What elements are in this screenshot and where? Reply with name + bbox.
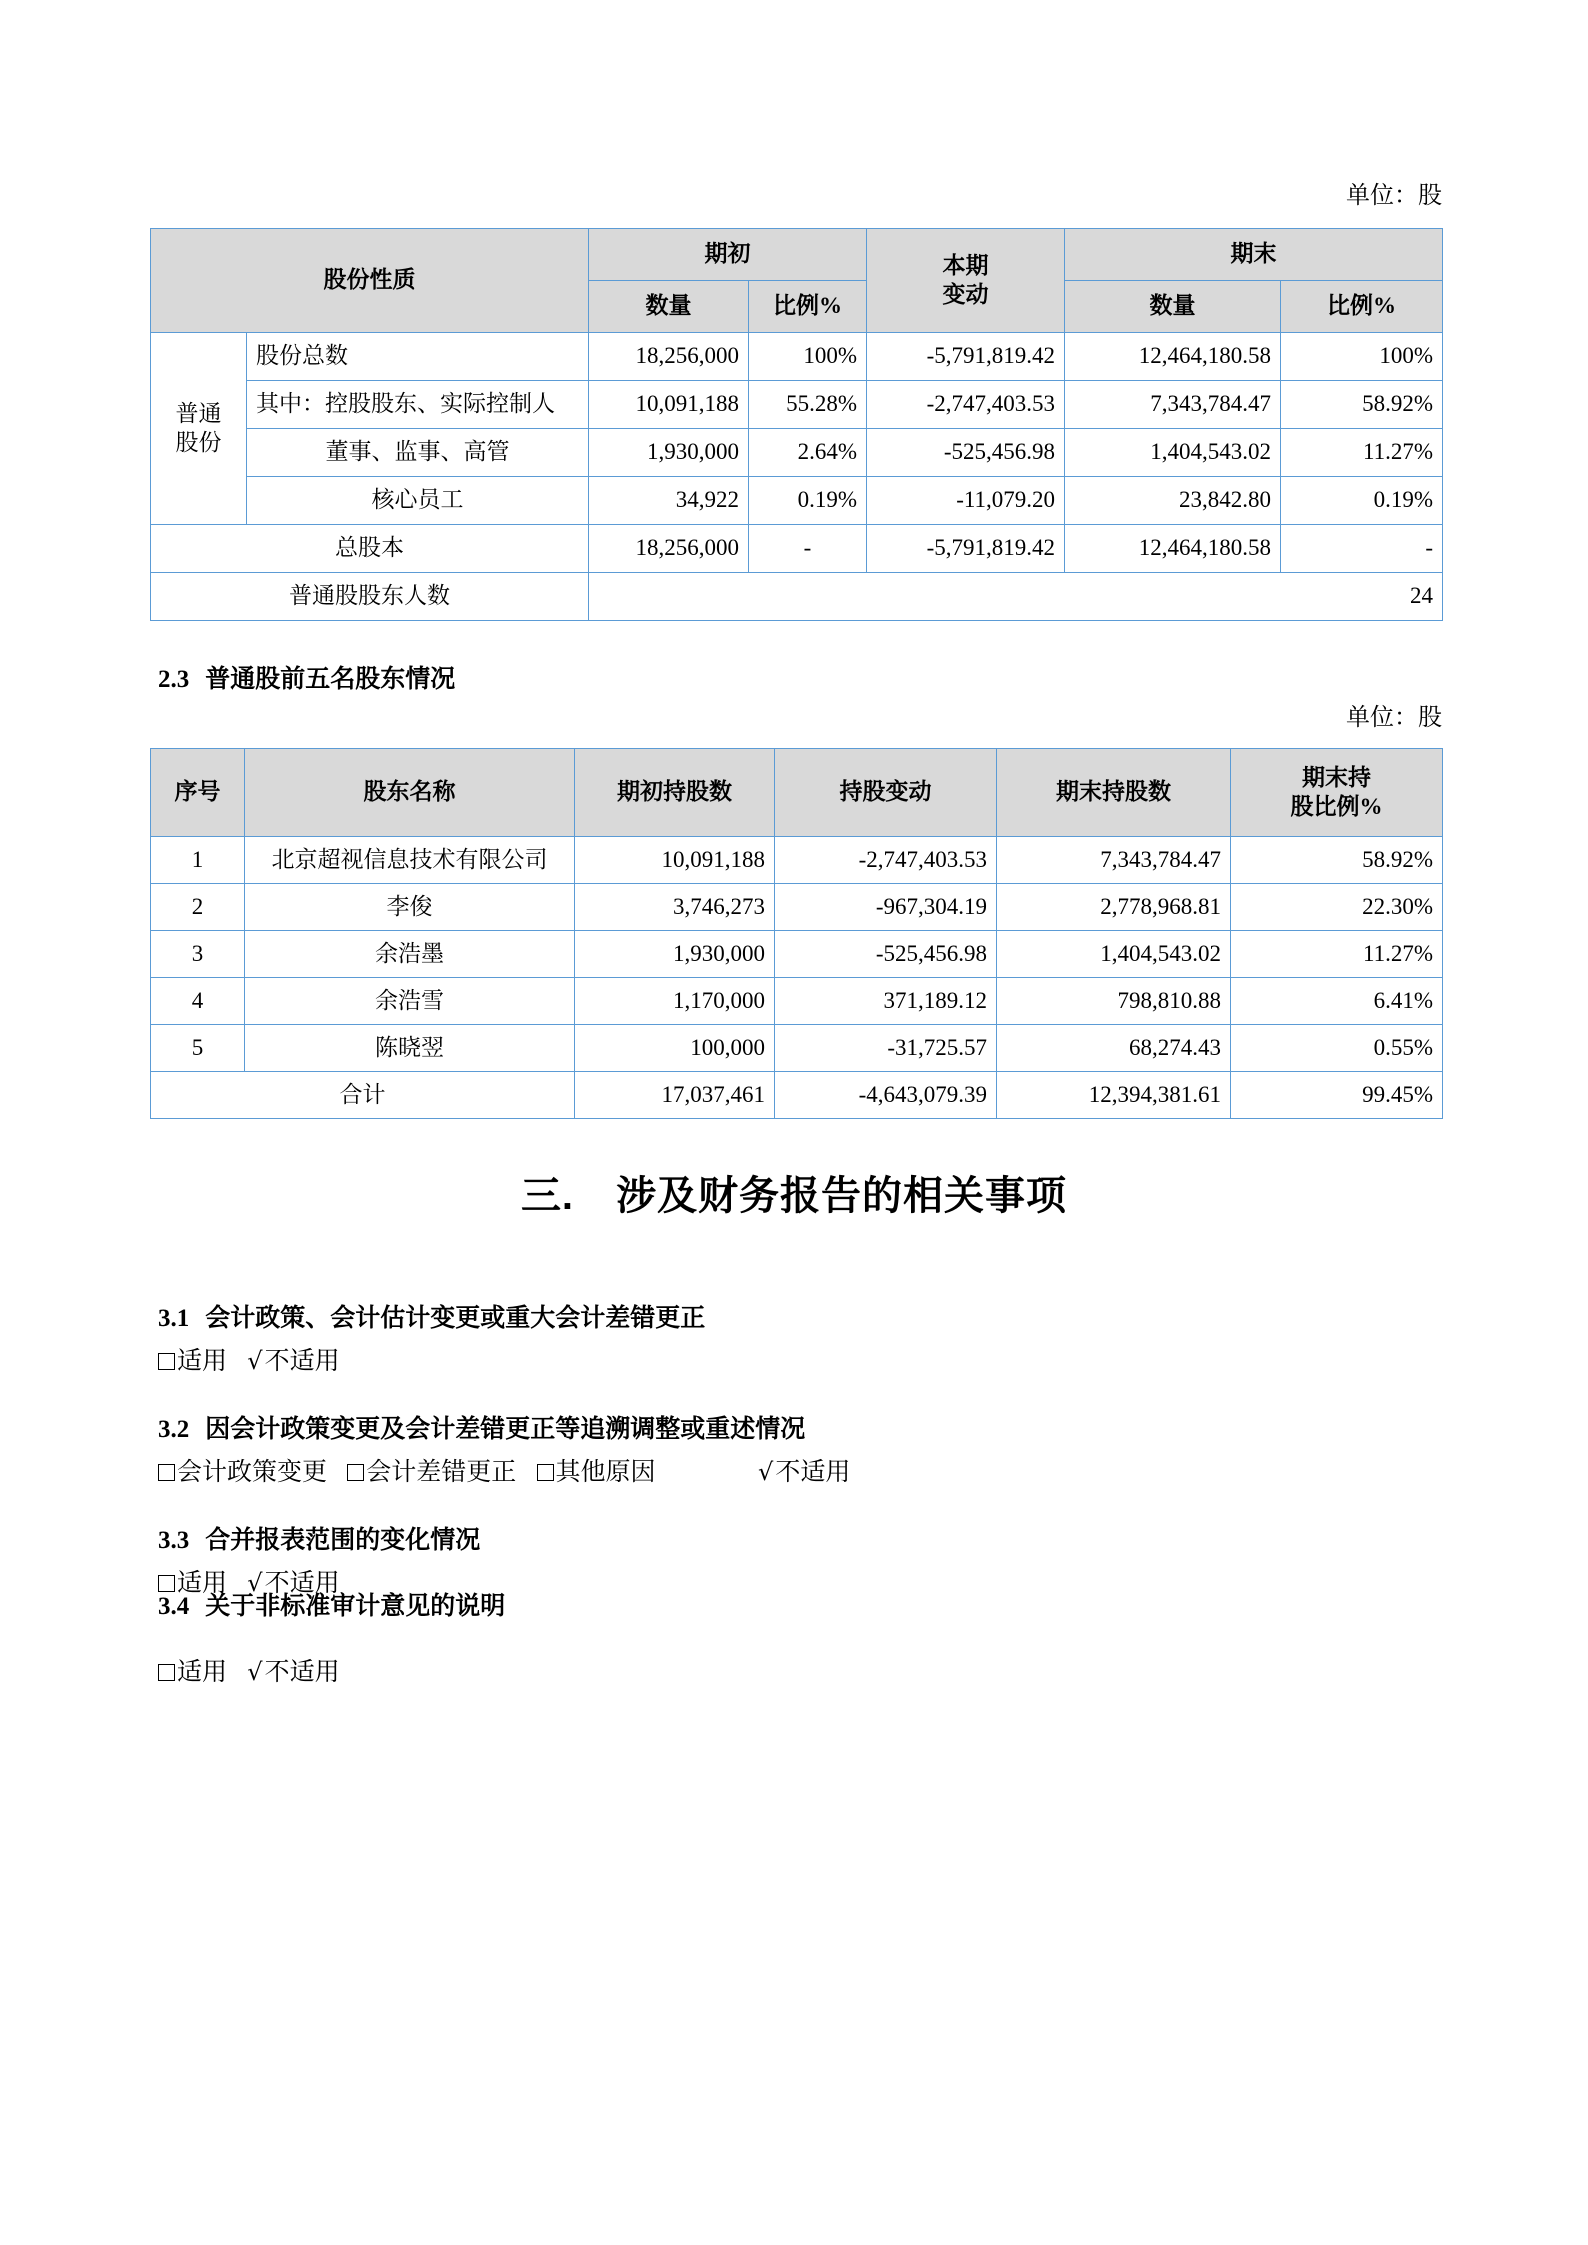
checkbox-unchecked-icon[interactable] bbox=[158, 1575, 175, 1592]
section-3-1-options bbox=[158, 1345, 354, 1379]
cell-holder-name: 余浩雪 bbox=[245, 978, 575, 1025]
section-3-1-heading bbox=[158, 1303, 705, 1336]
cell-pct-begin: 0.19% bbox=[749, 477, 867, 525]
row-label: 其中：控股股东、实际控制人 bbox=[247, 381, 589, 429]
holders-count-value: 24 bbox=[589, 573, 1443, 621]
cell-holder-name: 李俊 bbox=[245, 884, 575, 931]
header-pct-end-line2: 股比例% bbox=[1290, 793, 1383, 819]
table-row bbox=[151, 381, 1443, 429]
total-row-label: 合计 bbox=[151, 1072, 575, 1119]
cell-pct-end: 58.92% bbox=[1281, 381, 1443, 429]
option-label: 适用 bbox=[177, 1348, 228, 1375]
header-holder-name: 股东名称 bbox=[245, 749, 575, 837]
option-label: 其他原因 bbox=[555, 1459, 656, 1486]
option-applicable[interactable] bbox=[158, 1656, 227, 1690]
option-applicable[interactable] bbox=[158, 1345, 227, 1379]
table-total-row bbox=[151, 525, 1443, 573]
cell-change: -11,079.20 bbox=[867, 477, 1065, 525]
cell-pct-end: 58.92% bbox=[1231, 837, 1443, 884]
cell-change: -31,725.57 bbox=[775, 1025, 997, 1072]
header-share-nature: 股份性质 bbox=[151, 229, 589, 333]
group-label-line2: 股份 bbox=[175, 429, 222, 455]
cell-qty-end: 7,343,784.47 bbox=[1065, 381, 1281, 429]
header-qty-end: 数量 bbox=[1065, 281, 1281, 333]
table-row bbox=[151, 429, 1443, 477]
cell-qty-begin: 100,000 bbox=[575, 1025, 775, 1072]
top-holders-table-wrapper bbox=[150, 748, 1443, 1119]
section-3-3-heading bbox=[158, 1525, 480, 1558]
total-qty-end: 12,464,180.58 bbox=[1065, 525, 1281, 573]
section-2-3-number: 2.3 bbox=[158, 666, 190, 693]
section-3-4-heading bbox=[158, 1591, 505, 1624]
checkmark-icon[interactable]: √ bbox=[247, 1569, 263, 1597]
section-3-2-number: 3.2 bbox=[158, 1416, 190, 1443]
total-change: -5,791,819.42 bbox=[867, 525, 1065, 573]
header-period-begin: 期初 bbox=[589, 229, 867, 281]
row-label: 董事、监事、高管 bbox=[247, 429, 589, 477]
section-3-4-title: 关于非标准审计意见的说明 bbox=[205, 1593, 506, 1620]
total-qty-begin: 18,256,000 bbox=[589, 525, 749, 573]
table-row bbox=[151, 333, 1443, 381]
cell-pct-end: 0.19% bbox=[1281, 477, 1443, 525]
option-label: 不适用 bbox=[264, 1659, 340, 1686]
cell-pct-begin: 55.28% bbox=[749, 381, 867, 429]
cell-qty-end: 7,343,784.47 bbox=[997, 837, 1231, 884]
group-label-line1: 普通 bbox=[175, 400, 222, 426]
cell-qty-begin: 18,256,000 bbox=[589, 333, 749, 381]
share-structure-thead bbox=[151, 229, 1443, 333]
section-3-number: 三. bbox=[520, 1174, 575, 1218]
cell-qty-begin: 3,746,273 bbox=[575, 884, 775, 931]
section-3-title-block bbox=[0, 1170, 1588, 1222]
cell-qty-end: 1,404,543.02 bbox=[1065, 429, 1281, 477]
cell-qty-end: 798,810.88 bbox=[997, 978, 1231, 1025]
cell-qty-end: 23,842.80 bbox=[1065, 477, 1281, 525]
section-3-3-number: 3.3 bbox=[158, 1527, 190, 1554]
section-2-3-title: 普通股前五名股东情况 bbox=[205, 666, 456, 693]
header-period-change bbox=[867, 229, 1065, 333]
option-label: 不适用 bbox=[264, 1570, 340, 1597]
checkbox-unchecked-icon[interactable] bbox=[158, 1353, 175, 1370]
checkmark-icon[interactable]: √ bbox=[247, 1347, 263, 1375]
cell-pct-end: 100% bbox=[1281, 333, 1443, 381]
table-row bbox=[151, 477, 1443, 525]
table-header-row-1 bbox=[151, 229, 1443, 281]
checkbox-unchecked-icon[interactable] bbox=[537, 1464, 554, 1481]
cell-pct-end: 6.41% bbox=[1231, 978, 1443, 1025]
table-header-row bbox=[151, 749, 1443, 837]
section-3-title: 涉及财务报告的相关事项 bbox=[616, 1174, 1068, 1218]
checkmark-icon[interactable]: √ bbox=[758, 1458, 774, 1486]
cell-index: 5 bbox=[151, 1025, 245, 1072]
cell-pct-end: 0.55% bbox=[1231, 1025, 1443, 1072]
unit-label-table-2: 单位：股 bbox=[1346, 705, 1442, 731]
cell-change: -525,456.98 bbox=[775, 931, 997, 978]
option-accounting-error-correction[interactable] bbox=[347, 1456, 516, 1490]
option-label: 不适用 bbox=[264, 1348, 340, 1375]
cell-index: 3 bbox=[151, 931, 245, 978]
total-change: -4,643,079.39 bbox=[775, 1072, 997, 1119]
cell-change: -525,456.98 bbox=[867, 429, 1065, 477]
section-3-4-number: 3.4 bbox=[158, 1593, 190, 1620]
option-label: 适用 bbox=[177, 1570, 228, 1597]
total-qty-end: 12,394,381.61 bbox=[997, 1072, 1231, 1119]
header-index: 序号 bbox=[151, 749, 245, 837]
header-period-change-line2: 变动 bbox=[942, 281, 989, 307]
header-period-end: 期末 bbox=[1065, 229, 1443, 281]
option-label: 不适用 bbox=[775, 1459, 851, 1486]
cell-pct-end: 11.27% bbox=[1281, 429, 1443, 477]
cell-qty-begin: 1,170,000 bbox=[575, 978, 775, 1025]
header-pct-end: 比例% bbox=[1281, 281, 1443, 333]
checkbox-unchecked-icon[interactable] bbox=[347, 1464, 364, 1481]
table-total-row bbox=[151, 1072, 1443, 1119]
section-3-4-options bbox=[158, 1656, 354, 1690]
header-period-change-line1: 本期 bbox=[942, 252, 989, 278]
section-3-1-number: 3.1 bbox=[158, 1305, 190, 1332]
cell-index: 2 bbox=[151, 884, 245, 931]
option-label: 适用 bbox=[177, 1659, 228, 1686]
total-qty-begin: 17,037,461 bbox=[575, 1072, 775, 1119]
total-row-label: 总股本 bbox=[151, 525, 589, 573]
top-holders-table bbox=[150, 748, 1443, 1119]
group-label-ordinary-shares bbox=[151, 333, 247, 525]
cell-holder-name: 余浩墨 bbox=[245, 931, 575, 978]
cell-change: -967,304.19 bbox=[775, 884, 997, 931]
cell-qty-begin: 10,091,188 bbox=[589, 381, 749, 429]
cell-change: 371,189.12 bbox=[775, 978, 997, 1025]
header-qty-begin: 数量 bbox=[589, 281, 749, 333]
option-not-applicable[interactable] bbox=[758, 1456, 850, 1490]
table-row bbox=[151, 837, 1443, 884]
checkbox-unchecked-icon[interactable] bbox=[158, 1464, 175, 1481]
option-not-applicable[interactable] bbox=[247, 1656, 339, 1690]
header-pct-end-line1: 期末持 bbox=[1302, 764, 1371, 790]
cell-holder-name: 陈晓翌 bbox=[245, 1025, 575, 1072]
holders-count-label: 普通股股东人数 bbox=[151, 573, 589, 621]
total-pct-end: - bbox=[1281, 525, 1443, 573]
table-row bbox=[151, 1025, 1443, 1072]
table-holders-count-row bbox=[151, 573, 1443, 621]
option-label: 会计差错更正 bbox=[366, 1459, 517, 1486]
cell-pct-begin: 2.64% bbox=[749, 429, 867, 477]
section-3-2-options bbox=[158, 1456, 864, 1490]
cell-pct-end: 22.30% bbox=[1231, 884, 1443, 931]
cell-qty-begin: 34,922 bbox=[589, 477, 749, 525]
total-pct-end: 99.45% bbox=[1231, 1072, 1443, 1119]
section-3-2-heading bbox=[158, 1414, 805, 1447]
header-change: 持股变动 bbox=[775, 749, 997, 837]
cell-index: 1 bbox=[151, 837, 245, 884]
checkmark-icon[interactable]: √ bbox=[247, 1658, 263, 1686]
checkbox-unchecked-icon[interactable] bbox=[158, 1664, 175, 1681]
cell-qty-end: 1,404,543.02 bbox=[997, 931, 1231, 978]
share-structure-tbody bbox=[151, 333, 1443, 621]
option-other-reason[interactable] bbox=[537, 1456, 656, 1490]
header-qty-begin: 期初持股数 bbox=[575, 749, 775, 837]
section-2-3-heading bbox=[158, 664, 455, 697]
header-pct-end bbox=[1231, 749, 1443, 837]
table-row bbox=[151, 884, 1443, 931]
option-label: 会计政策变更 bbox=[177, 1459, 328, 1486]
row-label: 股份总数 bbox=[247, 333, 589, 381]
cell-qty-begin: 10,091,188 bbox=[575, 837, 775, 884]
section-3-2-title: 因会计政策变更及会计差错更正等追溯调整或重述情况 bbox=[205, 1416, 806, 1443]
cell-qty-end: 2,778,968.81 bbox=[997, 884, 1231, 931]
cell-holder-name: 北京超视信息技术有限公司 bbox=[245, 837, 575, 884]
cell-change: -5,791,819.42 bbox=[867, 333, 1065, 381]
cell-qty-begin: 1,930,000 bbox=[575, 931, 775, 978]
top-holders-thead bbox=[151, 749, 1443, 837]
cell-qty-begin: 1,930,000 bbox=[589, 429, 749, 477]
header-qty-end: 期末持股数 bbox=[997, 749, 1231, 837]
cell-pct-end: 11.27% bbox=[1231, 931, 1443, 978]
cell-pct-begin: 100% bbox=[749, 333, 867, 381]
section-3-1-title: 会计政策、会计估计变更或重大会计差错更正 bbox=[205, 1305, 706, 1332]
section-3-3-title: 合并报表范围的变化情况 bbox=[205, 1527, 481, 1554]
total-pct-begin: - bbox=[749, 525, 867, 573]
option-not-applicable[interactable] bbox=[247, 1345, 339, 1379]
share-structure-table bbox=[150, 228, 1443, 621]
option-accounting-policy-change[interactable] bbox=[158, 1456, 327, 1490]
share-structure-table-wrapper bbox=[150, 228, 1443, 621]
header-pct-begin: 比例% bbox=[749, 281, 867, 333]
cell-change: -2,747,403.53 bbox=[867, 381, 1065, 429]
cell-index: 4 bbox=[151, 978, 245, 1025]
table-row bbox=[151, 931, 1443, 978]
table-row bbox=[151, 978, 1443, 1025]
top-holders-tbody bbox=[151, 837, 1443, 1119]
cell-qty-end: 12,464,180.58 bbox=[1065, 333, 1281, 381]
row-label: 核心员工 bbox=[247, 477, 589, 525]
unit-label-table-1: 单位：股 bbox=[1346, 183, 1442, 209]
cell-change: -2,747,403.53 bbox=[775, 837, 997, 884]
cell-qty-end: 68,274.43 bbox=[997, 1025, 1231, 1072]
